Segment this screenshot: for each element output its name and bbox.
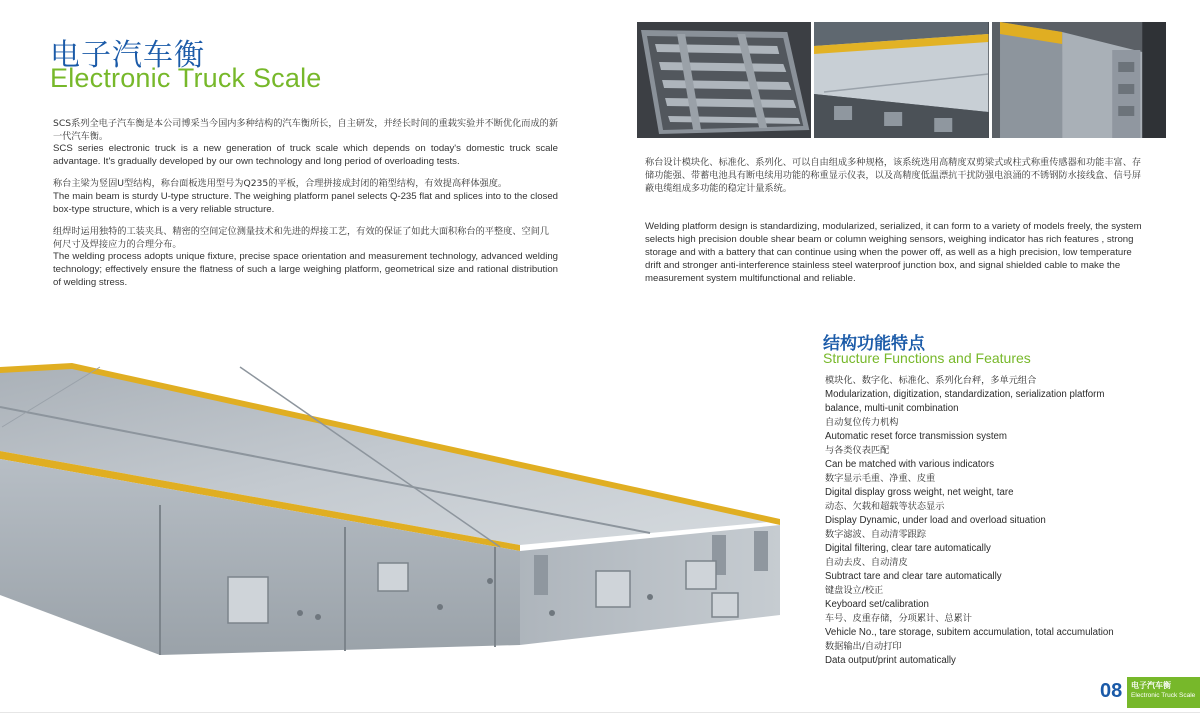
feature-item: 自动去皮、自动清皮 [825,557,908,568]
intro-paragraph-2 [53,178,558,216]
feature-item: 车号、皮重存储，分项累计、总累计 [825,613,972,624]
intro-text [53,118,558,299]
intro-p3-cn: 组焊时运用独特的工装夹具、精密的空间定位测量技术和先进的焊接工艺，有效的保证了如此大面积称台的平整度、空间几何尺寸及焊接应力的合理分布。 [53,226,550,250]
features-title-cn: 结构功能特点 [823,334,925,354]
page-number: 08 [1100,680,1123,702]
feature-item: 与各类仪表匹配 [825,445,890,456]
feature-item: balance, multi-unit combination [825,403,959,414]
footer-rule [0,712,1200,713]
intro-p3-en: The welding process adopts unique fixture, precise space orientation and measurement technology, advanced welding technology; effectively ensure the flatness of such a large weighing platform, geometrical size and rational distribution of welding stress. [53,251,558,288]
feature-item: 数字显示毛重、净重、皮重 [825,473,936,484]
feature-item: 键盘设立/校正 [825,585,884,596]
feature-item: Subtract tare and clear tare automatically [825,571,1002,582]
intro-p1-en: SCS series electronic truck is a new generation of truck scale which depends on today's domestic truck scale advantage. It's gradually developed by our own technology and long period of overloading tests. [53,143,558,167]
feature-item: Modularization, digitization, standardization, serialization platform [825,389,1105,400]
feature-item: 数字滤波、自动清零跟踪 [825,529,927,540]
feature-item: Display Dynamic, under load and overload situation [825,515,1046,526]
design-text-en: Welding platform design is standardizing, modularized, serialized, it can form to a variety of models freely, the system selects high precision double shear beam or column weighing sensors, weighing indicator has rich features , strong storage and with a battery that can continue using when the power off, as well as a high precision, low temperature drift and stronger anti-interference stainless steel waterproof junction box, and signal shielded cable to make the measurement system multifunctional and reliable. [645,220,1142,285]
photo-strip [637,22,1166,138]
features-title-en: Structure Functions and Features [823,350,1031,366]
page-title-en: Electronic Truck Scale [50,63,322,93]
feature-item: Vehicle No., tare storage, subitem accumulation, total accumulation [825,627,1114,638]
section-tag-en: Electronic Truck Scale [1131,692,1196,699]
features-list [825,374,1145,668]
intro-paragraph-1 [53,118,558,168]
feature-item: Automatic reset force transmission system [825,431,1007,442]
feature-item: Digital display gross weight, net weight, tare [825,487,1014,498]
design-text-cn: 称台设计模块化、标准化、系列化、可以自由组成多种规格，该系统选用高精度双剪梁式或柱式称重传感器和功能丰富、存储功能强、带蓄电池具有断电续用功能的称重显示仪表，以及高精度低温漂抗干扰防强电浪涌的不锈钢防水接线盒、信号屏蔽电缆组成多功能的稳定计量系统。 [645,157,1142,195]
feature-item: 自动复位传力机构 [825,417,899,428]
feature-item: Digital filtering, clear tare automatically [825,543,991,554]
photo-platform-side [992,22,1166,138]
section-tag [1127,677,1200,708]
feature-item: 数据输出/自动打印 [825,641,902,652]
intro-p1-cn: SCS系列全电子汽车衡是本公司博采当今国内多种结构的汽车衡所长，自主研发，并经长时间的重载实验并不断优化而成的新一代汽车衡。 [53,118,559,142]
intro-paragraph-3 [53,226,558,289]
photo-frame-structure [637,22,811,138]
truck-scale-illustration [0,355,790,665]
intro-p2-en: The main beam is sturdy U-type structure. The weighing platform panel selects Q-235 flat and splices into to the closed box-type structure, which is a very reliable structure. [53,190,558,215]
feature-item: 模块化、数字化、标准化、系列化台秤，多单元组合 [825,375,1037,386]
feature-item: Keyboard set/calibration [825,599,929,610]
section-tag-cn: 电子汽车衡 [1131,681,1171,690]
feature-item: 动态、欠载和超载等状态显示 [825,501,945,512]
intro-p2-cn: 称台主梁为竖固U型结构，称台面板选用型号为Q235的平板，合理拼接成封闭的箱型结构，有效提高秤体强度。 [53,178,508,190]
design-text [645,156,1150,286]
photo-platform-top [814,22,988,138]
page-title-cn: 电子汽车衡 [50,38,205,73]
feature-item: Can be matched with various indicators [825,459,995,470]
feature-item: Data output/print automatically [825,655,956,666]
